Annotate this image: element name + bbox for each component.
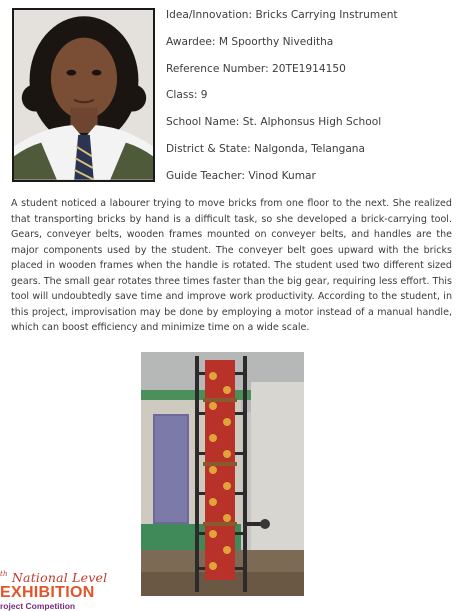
student-photo xyxy=(12,8,155,182)
logo-line2: EXHIBITION xyxy=(0,584,95,601)
district-field: District & State: Nalgonda, Telangana xyxy=(166,142,366,155)
awardee-field: Awardee: M Spoorthy Niveditha xyxy=(166,35,334,48)
guide-field: Guide Teacher: Vinod Kumar xyxy=(166,169,316,182)
idea-field: Idea/Innovation: Bricks Carrying Instrument xyxy=(166,9,398,21)
description-paragraph: A student noticed a labourer trying to move bricks from one floor to the next. She realized that transporting bricks by hand is a difficult task, so she developed a brick-carrying tool. Gears, conveyer belts, wooden frames mounted on conveyer belts, and handles are the major components used by the student. The conveyer belt goes upward with the bricks placed in wooden frames when the handle is rotated. The student used two different sized gears. The small gear rotates three times faster than the big gear, requiring less effort. This tool will undoubtedly save time and improve work productivity. According to the student, in this project, improvisation may be done by employing a motor instead of a manual handle, which can boost efficiency and minimize time on a wide scale. xyxy=(11,198,452,333)
info-list xyxy=(166,8,456,196)
exhibition-logo xyxy=(0,568,120,611)
reference-field: Reference Number: 20TE1914150 xyxy=(166,62,346,75)
project-photo xyxy=(141,352,304,596)
class-field: Class: 9 xyxy=(166,89,208,102)
logo-line1: $^{th}$ National Level xyxy=(0,570,108,585)
logo-line3: roject Competition xyxy=(0,601,76,611)
school-field: School Name: St. Alphonsus High School xyxy=(166,116,382,129)
